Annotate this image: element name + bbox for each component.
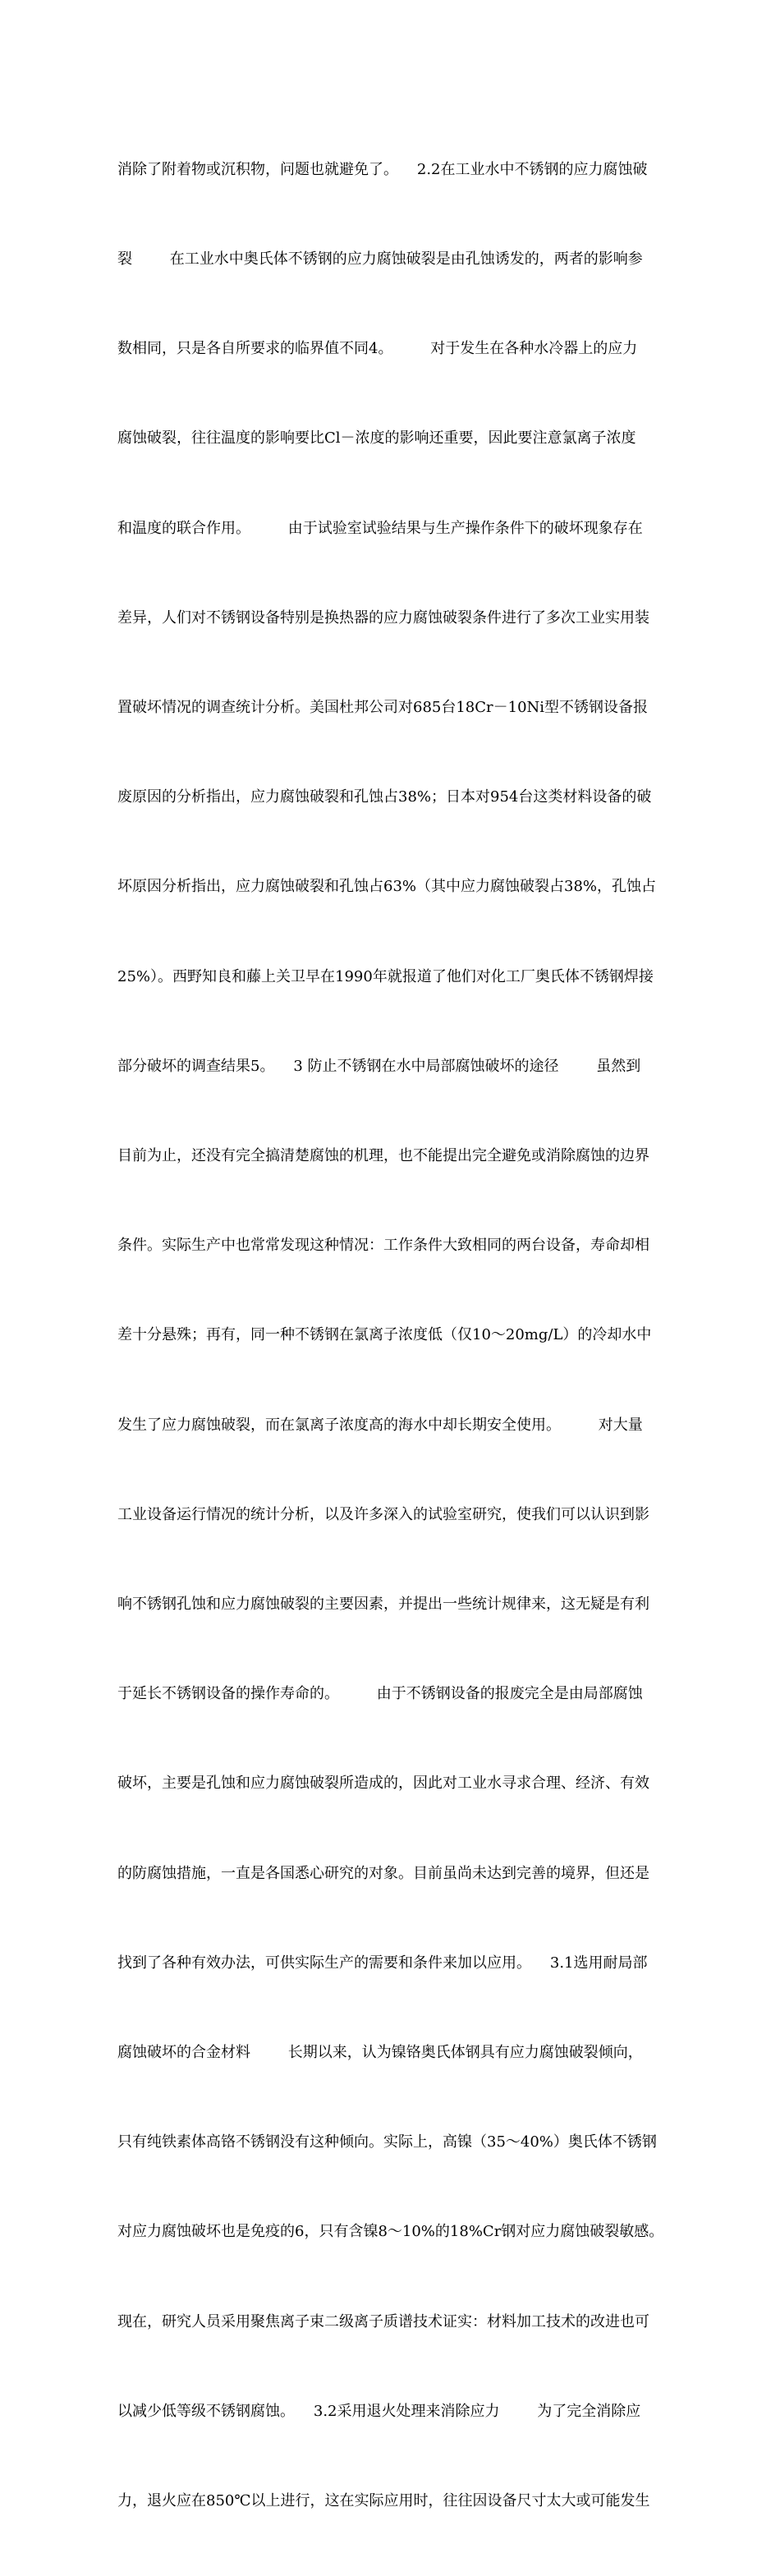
text-line: 废原因的分析指出，应力腐蚀破裂和孔蚀占38%；日本对954台这类材料设备的破 <box>117 788 652 806</box>
text-line: 响不锈钢孔蚀和应力腐蚀破裂的主要因素，并提出一些统计规律来，这无疑是有利 <box>117 1596 649 1614</box>
text-line: 置破坏情况的调查统计分析。美国杜邦公司对685台18Cr－10Ni型不锈钢设备报 <box>117 699 649 717</box>
text-line: 发生了应力腐蚀破裂，而在氯离子浓度高的海水中却长期安全使用。 对大量 <box>117 1416 643 1434</box>
text-line: 腐蚀破坏的合金材料 长期以来，认为镍铬奥氏体钢具有应力腐蚀破裂倾向， <box>117 2044 643 2062</box>
text-line: 部分破坏的调查结果5。 3 防止不锈钢在水中局部腐蚀破坏的途径 虽然到 <box>117 1057 641 1075</box>
text-line: 消除了附着物或沉积物，问题也就避免了。 2.2在工业水中不锈钢的应力腐蚀破 <box>117 160 648 178</box>
text-line: 找到了各种有效办法，可供实际生产的需要和条件来加以应用。 3.1选用耐局部 <box>117 1954 648 1972</box>
text-line: 力，退火应在850℃以上进行，这在实际应用时，往往因设备尺寸太大或可能发生 <box>117 2492 650 2510</box>
text-line: 差十分悬殊；再有，同一种不锈钢在氯离子浓度低（仅10～20mg/L）的冷却水中 <box>117 1326 652 1344</box>
text-line: 数相同，只是各自所要求的临界值不同4。 对于发生在各种水冷器上的应力 <box>117 340 638 358</box>
text-line: 的防腐蚀措施，一直是各国悉心研究的对象。目前虽尚未达到完善的境界，但还是 <box>117 1864 649 1882</box>
text-line: 工业设备运行情况的统计分析，以及许多深入的试验室研究，使我们可以认识到影 <box>117 1505 649 1523</box>
body-text <box>117 95 672 2576</box>
text-line: 裂 在工业水中奥氏体不锈钢的应力腐蚀破裂是由孔蚀诱发的，两者的影响参 <box>117 250 643 269</box>
text-line: 对应力腐蚀破坏也是免疫的6，只有含镍8～10%的18%Cr钢对应力腐蚀破裂敏感。 <box>117 2223 664 2241</box>
text-line: 25%）。西野知良和藤上关卫早在1990年就报道了他们对化工厂奥氏体不锈钢焊接 <box>117 967 654 985</box>
text-line: 只有纯铁素体高铬不锈钢没有这种倾向。实际上，高镍（35～40%）奥氏体不锈钢 <box>117 2133 657 2151</box>
text-line: 条件。实际生产中也常常发现这种情况：工作条件大致相同的两台设备，寿命却相 <box>117 1237 649 1255</box>
text-line: 差异，人们对不锈钢设备特别是换热器的应力腐蚀破裂条件进行了多次工业实用装 <box>117 608 649 627</box>
text-line: 现在，研究人员采用聚焦离子束二级离子质谱技术证实：材料加工技术的改进也可 <box>117 2312 649 2330</box>
text-line: 目前为止，还没有完全搞清楚腐蚀的机理，也不能提出完全避免或消除腐蚀的边界 <box>117 1147 649 1165</box>
text-line: 破坏，主要是孔蚀和应力腐蚀破裂所造成的，因此对工业水寻求合理、经济、有效 <box>117 1775 649 1793</box>
text-line: 腐蚀破裂，往往温度的影响要比Cl－浓度的影响还重要，因此要注意氯离子浓度 <box>117 429 636 448</box>
text-line: 坏原因分析指出，应力腐蚀破裂和孔蚀占63%（其中应力腐蚀破裂占38%，孔蚀占 <box>117 878 657 896</box>
text-line: 以减少低等级不锈钢腐蚀。 3.2采用退火处理来消除应力 为了完全消除应 <box>117 2402 641 2420</box>
text-line: 和温度的联合作用。 由于试验室试验结果与生产操作条件下的破坏现象存在 <box>117 519 643 537</box>
text-line: 于延长不锈钢设备的操作寿命的。 由于不锈钢设备的报废完全是由局部腐蚀 <box>117 1685 643 1703</box>
